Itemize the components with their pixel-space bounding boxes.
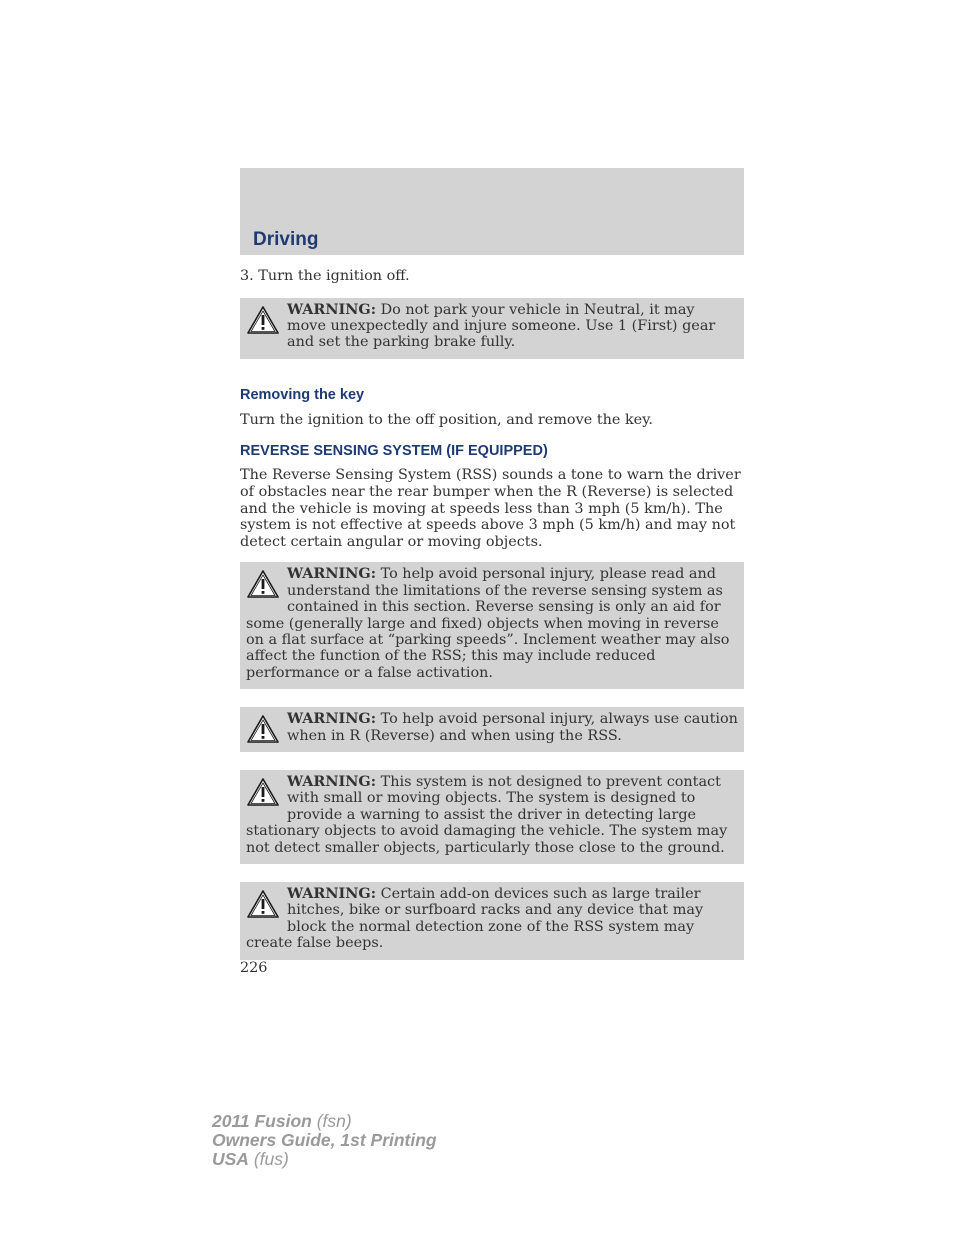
warning-label: WARNING: <box>287 300 377 318</box>
warning-label: WARNING: <box>287 773 377 791</box>
warning-triangle-icon <box>246 305 280 335</box>
footer-line-2 <box>212 1131 437 1150</box>
footer-line-1 <box>212 1112 437 1131</box>
warning-box <box>240 882 744 960</box>
rss-heading: REVERSE SENSING SYSTEM (IF EQUIPPED) <box>240 443 548 460</box>
warning-label: WARNING: <box>287 565 377 583</box>
warning-box <box>240 707 744 752</box>
warning-triangle-icon <box>246 889 280 919</box>
footer-model-code: (fsn) <box>316 1111 352 1131</box>
footer-model: 2011 Fusion <box>212 1111 312 1131</box>
removing-key-text: Turn the ignition to the off position, and remove the key. <box>240 411 653 428</box>
warning-triangle-icon <box>246 569 280 599</box>
warning-label: WARNING: <box>287 885 377 903</box>
warning-text: Do not park your vehicle in Neutral, it may move unexpectedly and injure someone. Use 1 (First) gear and set the parking brake fully. <box>287 301 716 351</box>
warning-box <box>240 298 744 359</box>
removing-key-heading: Removing the key <box>240 386 365 403</box>
footer-market: USA <box>212 1149 249 1169</box>
footer-guide: Owners Guide, 1st Printing <box>212 1130 437 1150</box>
warning-triangle-icon <box>246 777 280 807</box>
footer-line-3 <box>212 1150 437 1169</box>
warning-box <box>240 770 744 864</box>
warning-text: To help avoid personal injury, always use caution when in R (Reverse) and when using the RSS. <box>287 711 738 744</box>
warning-text: Certain add-on devices such as large trailer hitches, bike or surfboard racks and any device that may block the normal detection zone of the RSS system may create false beeps. <box>246 886 704 952</box>
warning-box <box>240 562 744 689</box>
chapter-header-band <box>240 168 744 255</box>
warning-label: WARNING: <box>287 710 377 728</box>
warning-triangle-icon <box>246 714 280 744</box>
page-number: 226 <box>240 960 268 976</box>
footer-market-code: (fus) <box>253 1149 289 1169</box>
chapter-title: Driving <box>253 229 319 250</box>
step-3-text: 3. Turn the ignition off. <box>240 268 410 284</box>
page-content <box>240 266 744 960</box>
warning-text: To help avoid personal injury, please read and understand the limitations of the reverse sensing system as contained in this section. Reverse sensing is only an aid for some (generally large and fixed) objects when moving in reverse on a flat surface at “parking speeds”. Inclement weather may also affect the function of the RSS; this may include reduced performance or a false activation. <box>246 566 730 681</box>
rss-text: The Reverse Sensing System (RSS) sounds a tone to warn the driver of obstacles near the rear bumper when the R (Reverse) is selected and the vehicle is moving at speeds less than 3 mph (5 km/h). The system is not effective at speeds above 3 mph (5 km/h) and may not detect certain angular or moving objects. <box>240 467 741 550</box>
warning-text: This system is not designed to prevent contact with small or moving objects. The system is designed to provide a warning to assist the driver in detecting large stationary objects to avoid damaging the vehicle. The system may not detect smaller objects, particularly those close to the ground. <box>246 774 728 856</box>
document-footer <box>212 1112 437 1169</box>
